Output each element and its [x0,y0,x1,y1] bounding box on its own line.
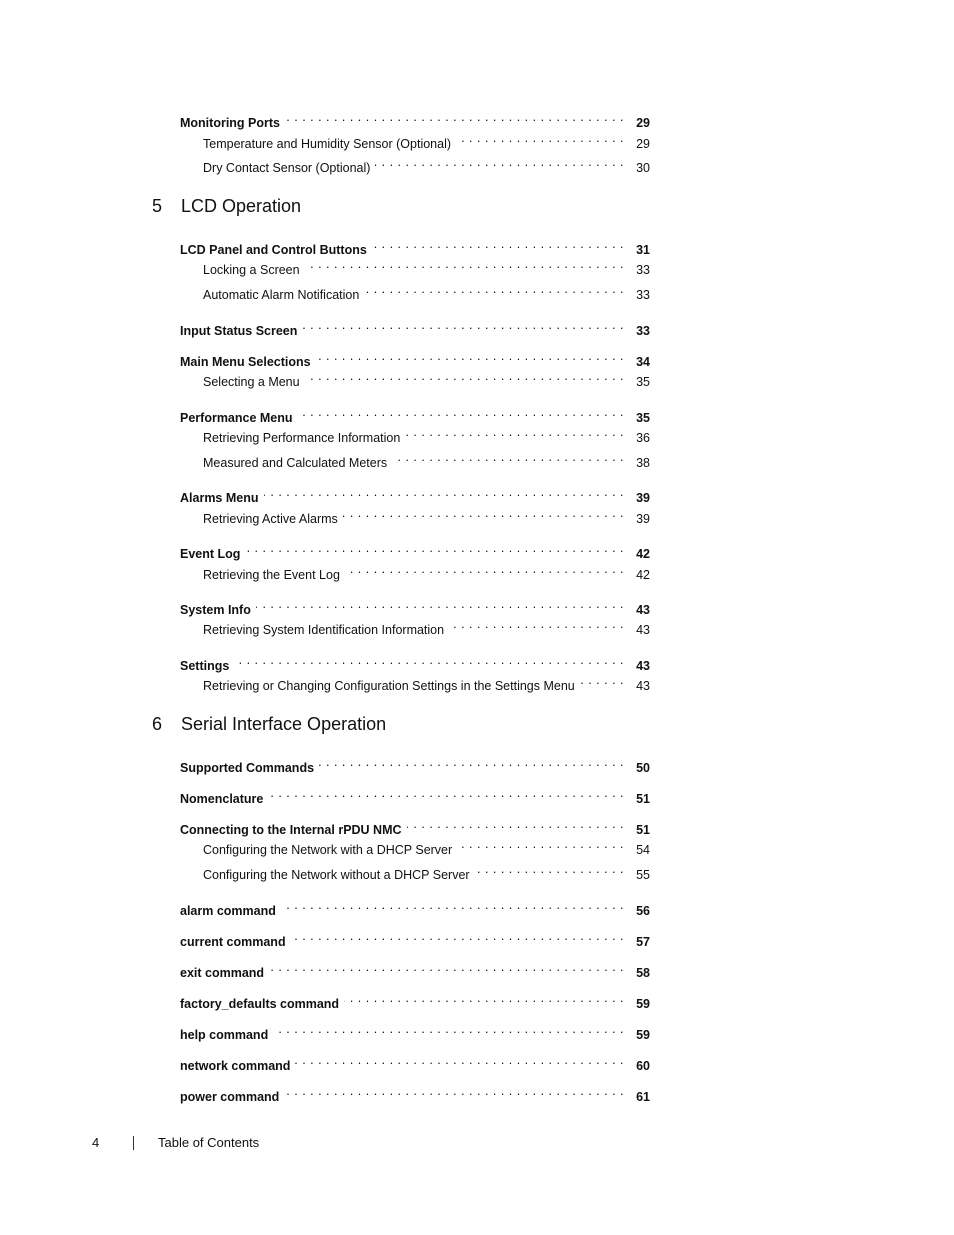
toc-entry[interactable] [180,814,650,837]
toc-subentry[interactable] [203,254,650,277]
chapter-title: LCD Operation [181,196,302,216]
dot-leader [302,315,624,335]
dot-leader [234,650,624,670]
toc-page-number: 58 [636,966,650,980]
toc-entry-title: Retrieving the Event Log [203,568,340,582]
toc-subentry[interactable] [203,834,650,857]
chapter-title: Serial Interface Operation [181,714,387,734]
toc-subentry[interactable] [203,128,650,151]
dot-leader [475,859,624,879]
toc-entry-title: System Info [180,603,251,617]
toc-page-number: 51 [636,792,650,806]
toc-entry-title: help command [180,1028,269,1042]
toc-entry-title: Temperature and Humidity Sensor (Optional) [203,137,452,151]
footer-section-title: Table of Contents [158,1135,260,1150]
chapter-number: 6 [152,714,163,734]
toc-subentry[interactable] [203,279,650,302]
toc-entry[interactable] [180,988,650,1011]
dot-leader [343,503,624,523]
dot-leader [392,447,624,467]
toc-page-number: 31 [636,243,650,257]
dot-leader [316,346,624,366]
toc-entry[interactable] [180,895,650,918]
toc-page-number: 59 [636,1028,650,1042]
dot-leader [405,422,624,442]
toc-entry-title: Configuring the Network with a DHCP Server [203,843,453,857]
toc-subentry[interactable] [203,614,650,637]
toc-subentry[interactable] [203,152,650,175]
toc-entry-title: factory_defaults command [180,997,340,1011]
toc-page-number: 57 [636,935,650,949]
toc-page-number: 33 [636,263,650,277]
toc-entry-title: Dry Contact Sensor (Optional) [203,161,371,175]
toc-page-number: 61 [636,1090,650,1104]
toc-entry-title: alarm command [180,904,276,918]
toc-entry-title: Alarms Menu [180,491,259,505]
dot-leader [273,1019,624,1039]
toc-entry-title: Monitoring Ports [180,116,280,130]
dot-leader [264,482,625,502]
toc-subentry[interactable] [203,503,650,526]
dot-leader [305,366,624,386]
toc-subentry[interactable] [203,422,650,445]
toc-entry[interactable] [180,957,650,980]
toc-page-number: 29 [636,116,650,130]
toc-entry[interactable] [180,482,650,505]
toc-page-number: 42 [636,547,650,561]
dot-leader [256,594,624,614]
toc-page-number: 35 [636,375,650,389]
dot-leader [305,254,624,274]
toc-entry[interactable] [180,1019,650,1042]
dot-leader [364,279,624,299]
dot-leader [345,559,624,579]
toc-entry-title: Supported Commands [180,761,315,775]
toc-entry-title: current command [180,935,286,949]
toc-entry[interactable] [180,650,650,673]
toc-entry[interactable] [180,402,650,425]
toc-entry-title: network command [180,1059,291,1073]
dot-leader [268,783,624,803]
dot-leader [407,814,624,834]
toc-subentry[interactable] [203,559,650,582]
dot-leader [285,107,624,127]
toc-page-number: 39 [636,512,650,526]
dot-leader [457,834,624,854]
footer-divider [133,1136,134,1150]
toc-entry-title: Nomenclature [180,792,264,806]
dot-leader [375,152,624,172]
dot-leader [245,538,624,558]
toc-entry-title: Main Menu Selections [180,355,311,369]
dot-leader [372,234,624,254]
toc-subentry[interactable] [203,366,650,389]
toc-entry-title: Retrieving Performance Information [203,431,401,445]
dot-leader [269,957,624,977]
toc-page-number: 34 [636,355,650,369]
toc-page-number: 60 [636,1059,650,1073]
dot-leader [456,128,624,148]
toc-entry-title: exit command [180,966,265,980]
toc-entry[interactable] [180,1081,650,1104]
toc-page-number: 51 [636,823,650,837]
toc-page-number: 59 [636,997,650,1011]
toc-entry[interactable] [180,926,650,949]
toc-entry[interactable] [180,346,650,369]
dot-leader [295,1050,624,1070]
toc-page-number: 42 [636,568,650,582]
toc-entry[interactable] [180,234,650,257]
dot-leader [319,752,624,772]
dot-leader [449,614,624,634]
toc-page-number: 33 [636,324,650,338]
toc-entry-title: Retrieving System Identification Information [203,623,445,637]
toc-entry-title: Automatic Alarm Notification [203,288,360,302]
toc-page-number: 36 [636,431,650,445]
toc-page-number: 33 [636,288,650,302]
toc-page-number: 35 [636,411,650,425]
dot-leader [580,670,624,690]
toc-subentry[interactable] [203,670,650,693]
toc-entry-title: Configuring the Network without a DHCP Server [203,868,470,882]
toc-entry-title: Input Status Screen [180,324,298,338]
dot-leader [281,895,624,915]
dot-leader [298,402,624,422]
toc-page-number: 43 [636,603,650,617]
toc-subentry[interactable] [203,447,650,470]
toc-entry-title: power command [180,1090,280,1104]
toc-page-number: 55 [636,868,650,882]
dot-leader [284,1081,624,1101]
dot-leader [291,926,624,946]
toc-entry-title: Connecting to the Internal rPDU NMC [180,823,402,837]
toc-entry[interactable] [180,315,650,338]
toc-page-number: 56 [636,904,650,918]
toc-entry-title: Locking a Screen [203,263,300,277]
chapter-heading[interactable] [152,711,386,737]
toc-entry[interactable] [180,783,650,806]
footer-page-number: 4 [92,1135,100,1150]
toc-entry-title: Performance Menu [180,411,293,425]
toc-entry-title: Selecting a Menu [203,375,300,389]
toc-entry[interactable] [180,594,650,617]
toc-page-number: 54 [636,843,650,857]
toc-page-number: 43 [636,659,650,673]
toc-page-number: 29 [636,137,650,151]
toc-page-number: 38 [636,456,650,470]
toc-page-number: 50 [636,761,650,775]
toc-entry-title: Settings [180,659,230,673]
toc-entry-title: Measured and Calculated Meters [203,456,388,470]
toc-entry[interactable] [180,538,650,561]
toc-entry[interactable] [180,752,650,775]
chapter-number: 5 [152,196,163,216]
dot-leader [344,988,624,1008]
chapter-heading[interactable] [152,193,301,219]
toc-entry[interactable] [180,107,650,130]
toc-entry-title: Event Log [180,547,241,561]
toc-page-number: 43 [636,679,650,693]
toc-page-number: 30 [636,161,650,175]
toc-entry-title: Retrieving or Changing Configuration Settings in the Settings Menu [203,679,575,693]
toc-page-number: 43 [636,623,650,637]
toc-subentry[interactable] [203,859,650,882]
toc-entry-title: LCD Panel and Control Buttons [180,243,367,257]
toc-entry[interactable] [180,1050,650,1073]
toc-page-number: 39 [636,491,650,505]
toc-entry-title: Retrieving Active Alarms [203,512,338,526]
